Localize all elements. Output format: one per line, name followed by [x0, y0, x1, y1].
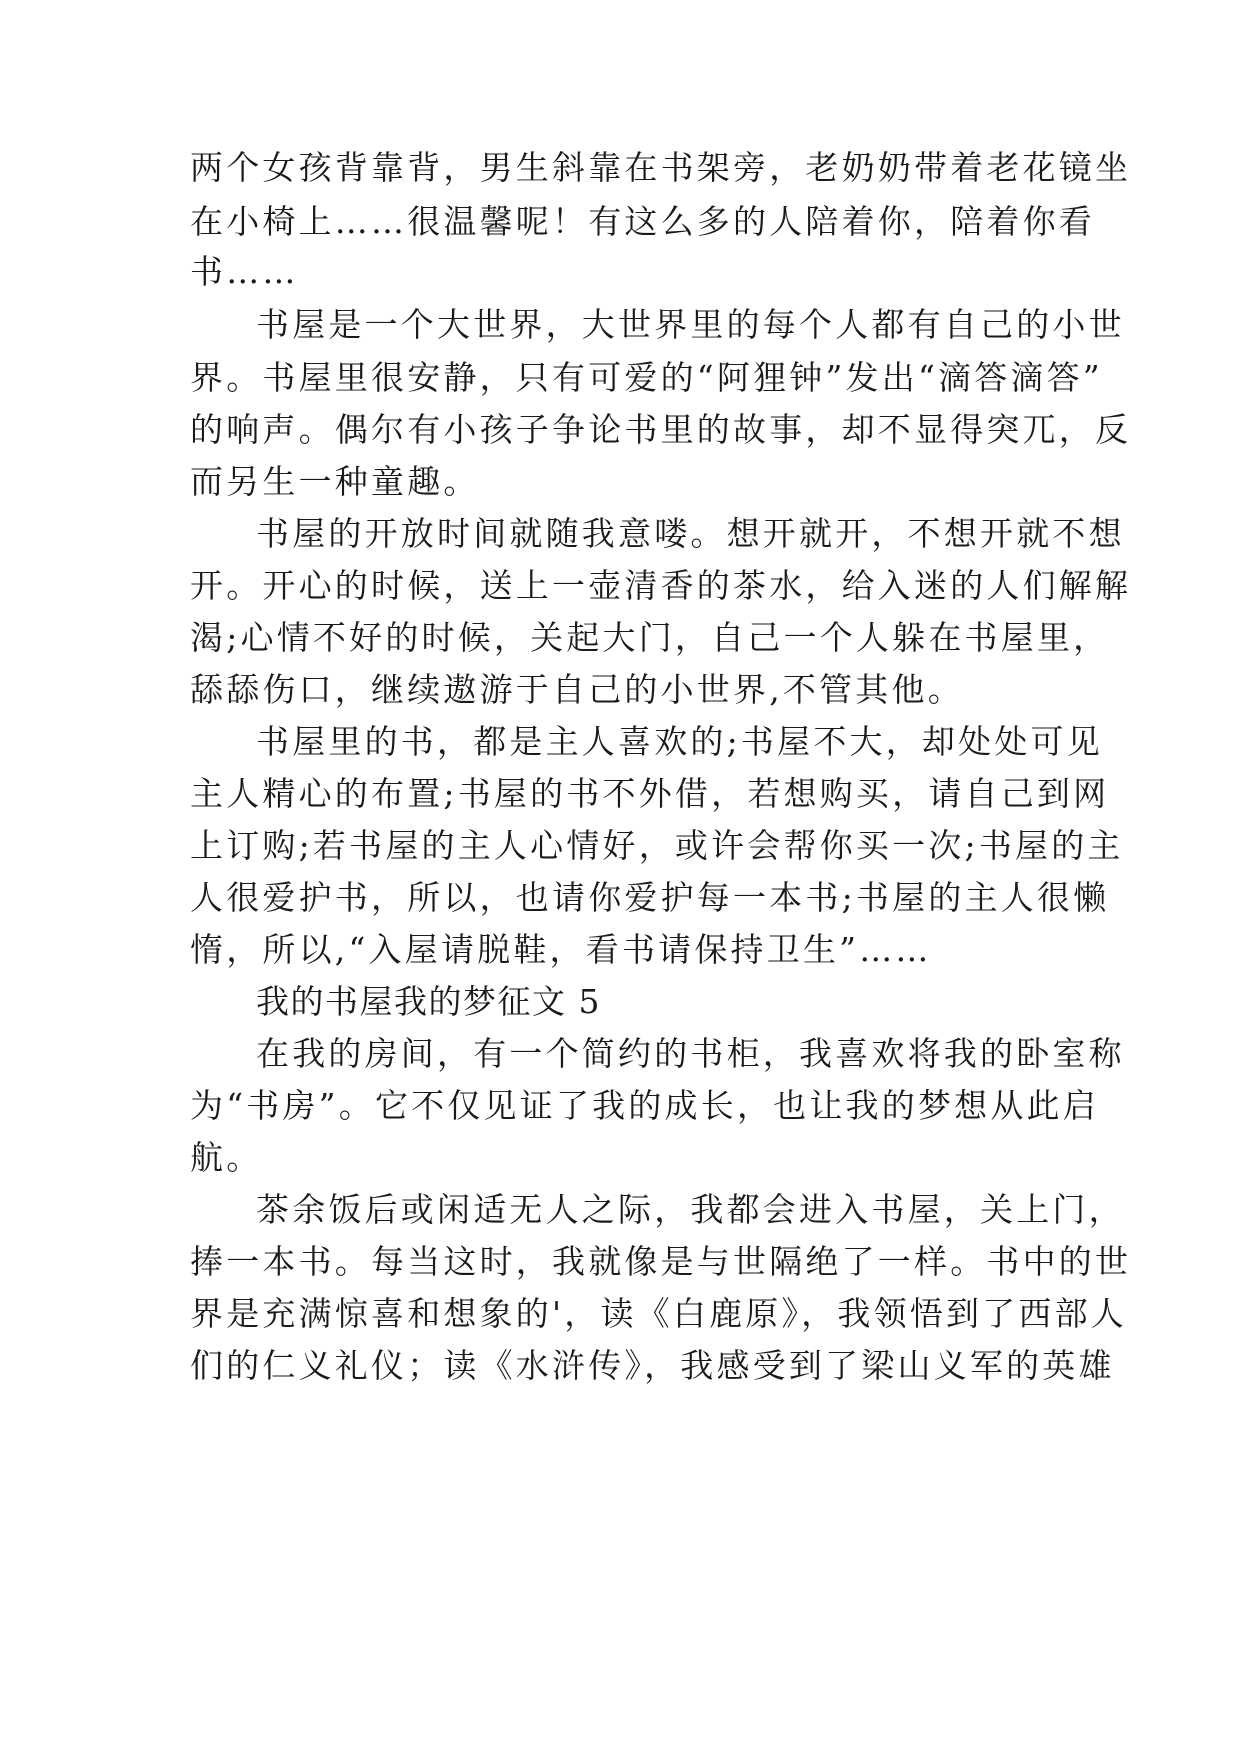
text-line: 书屋是一个大世界，大世界里的每个人都有自己的小世	[256, 305, 1125, 344]
text-line: 航。	[190, 1138, 263, 1177]
text-line: 渴;心情不好的时候，关起大门，自己一个人躲在书屋里，	[190, 618, 1110, 657]
text-line: 在我的房间，有一个简约的书柜，我喜欢将我的卧室称	[256, 1034, 1125, 1073]
text-line: 两个女孩背靠背，男生斜靠在书架旁，老奶奶带着老花镜坐	[190, 148, 1132, 187]
text-line: 而另生一种童趣。	[190, 462, 480, 501]
text-line: 开。开心的时候，送上一壶清香的茶水，给入迷的人们解解	[190, 566, 1132, 605]
text-line: 惰，所以,“入屋请脱鞋，看书请保持卫生”……	[190, 930, 932, 969]
text-line: 书屋的开放时间就随我意喽。想开就开，不想开就不想	[256, 514, 1125, 553]
text-line: 为“书房”。它不仅见证了我的成长，也让我的梦想从此启	[190, 1086, 1099, 1125]
text-line: 书……	[190, 252, 299, 291]
text-line: 上订购;若书屋的主人心情好，或许会帮你买一次;书屋的主	[190, 826, 1124, 865]
section-heading: 我的书屋我的梦征文 5	[256, 982, 601, 1021]
text-line: 界是充满惊喜和想象的'，读《白鹿原》，我领悟到了西部人	[190, 1294, 1127, 1333]
text-line: 的响声。偶尔有小孩子争论书里的故事，却不显得突兀，反	[190, 410, 1132, 449]
text-line: 主人精心的布置;书屋的书不外借，若想购买，请自己到网	[190, 774, 1110, 813]
text-line: 茶余饭后或闲适无人之际，我都会进入书屋，关上门，	[256, 1190, 1125, 1229]
text-line: 界。书屋里很安静，只有可爱的“阿狸钟”发出“滴答滴答”	[190, 358, 1103, 397]
text-line: 书屋里的书，都是主人喜欢的;书屋不大，却处处可见	[256, 722, 1103, 761]
text-line: 舔舔伤口，继续遨游于自己的小世界,不管其他。	[190, 670, 964, 709]
text-line: 捧一本书。每当这时，我就像是与世隔绝了一样。书中的世	[190, 1242, 1132, 1281]
text-line: 人很爱护书，所以，也请你爱护每一本书;书屋的主人很懒	[190, 878, 1110, 917]
text-line: 们的仁义礼仪；读《水浒传》，我感受到了梁山义军的英雄	[190, 1346, 1115, 1385]
text-line: 在小椅上……很温馨呢！有这么多的人陪着你，陪着你看	[190, 202, 1095, 241]
